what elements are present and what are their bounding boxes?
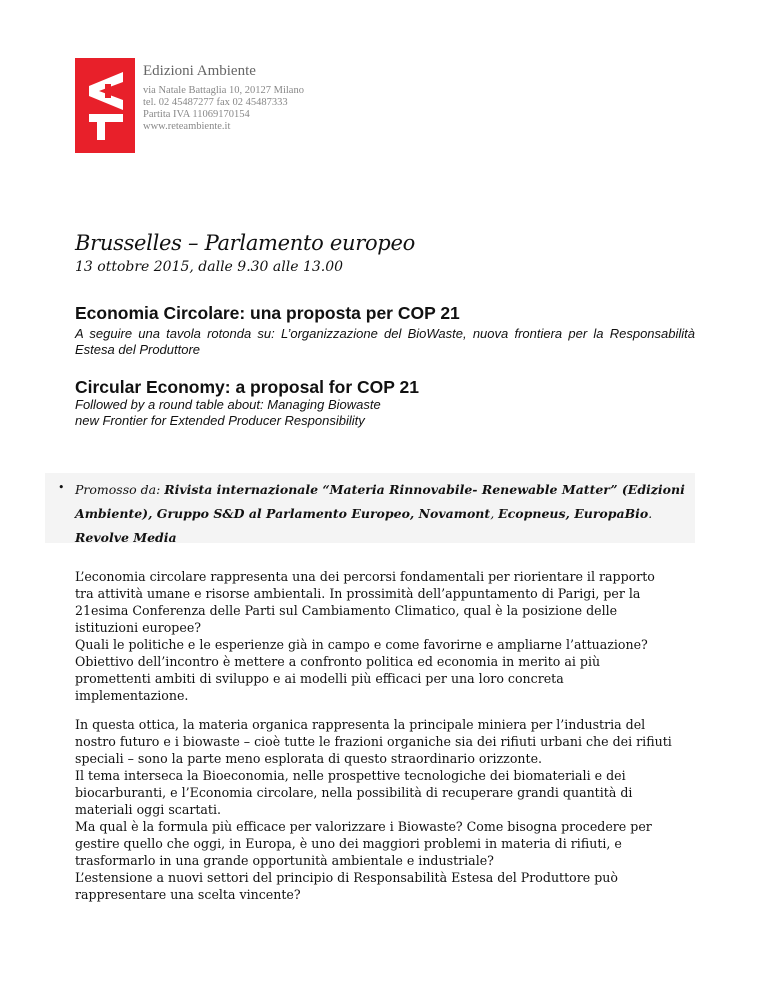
paragraph-line: L’economia circolare rappresenta una dei percorsi fondamentali per riorientare il rapporto <box>75 569 655 584</box>
bullet-icon: • <box>58 481 65 494</box>
section-it-subtitle: A seguire una tavola rotonda su: L’organizzazione del BioWaste, nuova frontiera per la Responsabilità Estesa del Produttore <box>75 326 695 357</box>
paragraph-line: Quali le politiche e le esperienze già in campo e come favorirne e ampliarne l’attuazione? <box>75 637 648 652</box>
paragraph-line: Obiettivo dell’incontro è mettere a confronto politica ed economia in merito ai più <box>75 654 601 669</box>
org-address: via Natale Battaglia 10, 20127 Milano <box>143 85 304 96</box>
section-en-title: Circular Economy: a proposal for COP 21 <box>75 377 419 397</box>
promo-org-list-1: Rivista internazionale “Materia Rinnovabile- Renewable Matter” (Edizioni Ambiente), Gruppo S&D al Parlamento Europeo, Novamont <box>75 482 685 521</box>
section-en-subtitle <box>75 397 695 429</box>
event-location: Brusselles – Parlamento europeo <box>75 231 415 255</box>
paragraph-line: L’estensione a nuovi settori del principio di Responsabilità Estesa del Produttore può <box>75 870 618 885</box>
paragraph-1 <box>75 568 695 704</box>
paragraph-line: implementazione. <box>75 688 189 703</box>
promo-sep-1: , <box>490 506 499 521</box>
promo-label: Promosso da: <box>75 482 165 497</box>
paragraph-line: 21esima Conferenza delle Parti sul Cambiamento Climatico, qual è la posizione delle <box>75 603 618 618</box>
paragraph-line: Il tema interseca la Bioeconomia, nelle prospettive tecnologiche dei biomateriali e dei <box>75 768 626 783</box>
edizioni-ambiente-logo <box>75 58 135 153</box>
paragraph-line: trasformarlo in una grande opportunità ambientale e industriale? <box>75 853 494 868</box>
paragraph-2 <box>75 716 695 903</box>
promo-org-list-2: Ecopneus, EuropaBio <box>498 506 649 521</box>
org-name: Edizioni Ambiente <box>143 63 256 79</box>
section-en-subtitle-line2: new Frontier for Extended Producer Responsibility <box>75 413 365 428</box>
promo-org-list-3: Revolve Media <box>75 530 177 545</box>
org-phone: tel. 02 45487277 fax 02 45487333 <box>143 97 288 108</box>
logo-mark-icon <box>75 58 135 153</box>
paragraph-line: rappresentare una scelta vincente? <box>75 887 301 902</box>
paragraph-line: gestire quello che oggi, in Europa, è uno dei maggiori problemi in materia di rifiuti, e <box>75 836 622 851</box>
org-website: www.reteambiente.it <box>143 121 231 132</box>
event-date: 13 ottobre 2015, dalle 9.30 alle 13.00 <box>75 259 344 275</box>
paragraph-line: tra attività umane e risorse ambientali. In prossimità dell’appuntamento di Parigi, per la <box>75 586 641 601</box>
paragraph-line: speciali – sono la parte meno esplorata di questo straordinario orizzonte. <box>75 751 543 766</box>
org-vat: Partita IVA 11069170154 <box>143 109 250 120</box>
promo-sep-2: . <box>648 506 653 521</box>
paragraph-line: promettenti ambiti di sviluppo e ai modelli più efficaci per una loro concreta <box>75 671 564 686</box>
promo-text <box>75 478 685 550</box>
paragraph-line: Ma qual è la formula più efficace per valorizzare i Biowaste? Come bisogna procedere per <box>75 819 652 834</box>
paragraph-line: istituzioni europee? <box>75 620 202 635</box>
paragraph-line: biocarburanti, e l’Economia circolare, nella possibilità di recuperare grandi quantità di <box>75 785 633 800</box>
org-info <box>143 62 443 133</box>
paragraph-line: materiali oggi scartati. <box>75 802 222 817</box>
section-it-title: Economia Circolare: una proposta per COP 21 <box>75 303 460 323</box>
paragraph-line: In questa ottica, la materia organica rappresenta la principale miniera per l’industria del <box>75 717 646 732</box>
paragraph-line: nostro futuro e i biowaste – cioè tutte le frazioni organiche sia dei rifiuti urbani che dei rifiuti <box>75 734 672 749</box>
section-en-subtitle-line1: Followed by a round table about: Managing Biowaste <box>75 397 381 412</box>
